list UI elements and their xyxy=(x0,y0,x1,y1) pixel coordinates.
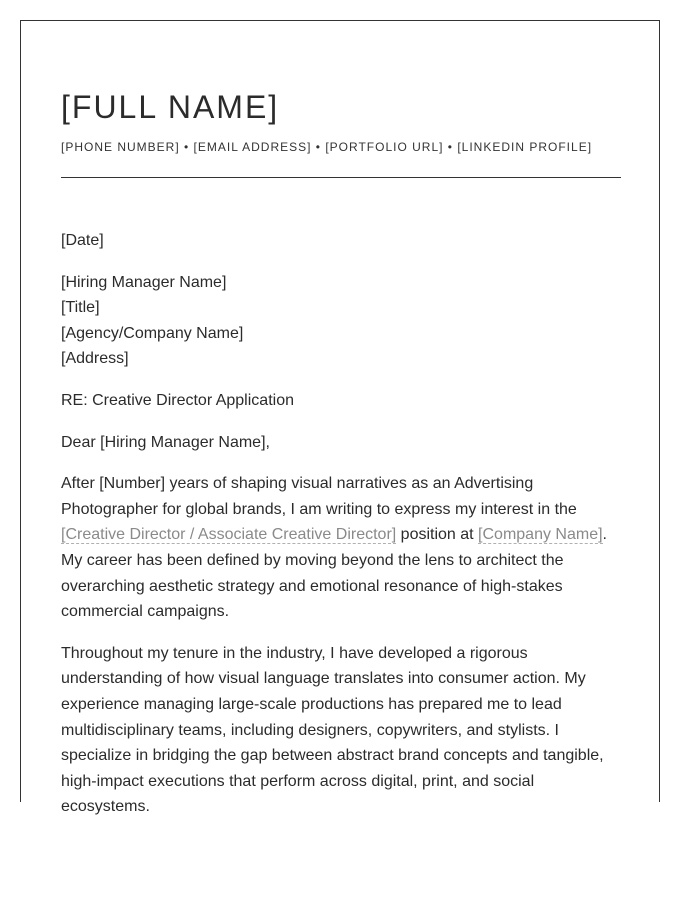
letter-date: [Date] xyxy=(61,232,104,249)
full-name-heading: [FULL NAME] xyxy=(61,89,280,125)
letter-content xyxy=(61,87,621,820)
recipient-address: [Address] xyxy=(61,350,129,368)
letter-page xyxy=(20,20,660,816)
company-placeholder[interactable]: [Company Name] xyxy=(478,526,603,544)
recipient-title: [Title] xyxy=(61,299,100,317)
recipient-block xyxy=(61,270,621,372)
paragraph-intro-text-b: position at xyxy=(396,526,479,544)
position-placeholder[interactable]: [Creative Director / Associate Creative Director] xyxy=(61,526,397,544)
recipient-name: [Hiring Manager Name] xyxy=(61,273,227,291)
header-divider xyxy=(61,177,621,178)
recipient-company: [Agency/Company Name] xyxy=(61,324,244,342)
salutation: Dear [Hiring Manager Name], xyxy=(61,433,270,451)
contact-line: [PHONE NUMBER] • [EMAIL ADDRESS] • [PORTFOLIO URL] • [LINKEDIN PROFILE] xyxy=(61,140,593,154)
paragraph-intro-text-a: After [Number] years of shaping visual narratives as an Advertising Photographer for global brands, I am writing to express my interest in the xyxy=(61,475,577,518)
re-line: RE: Creative Director Application xyxy=(61,391,294,409)
paragraph-intro xyxy=(61,471,621,625)
paragraph-intro-text-c: . My career has been defined by moving beyond the lens to architect the overarching aesthetic strategy and emotional resonance of high-stakes commercial campaigns. xyxy=(61,526,607,621)
paragraph-experience: Throughout my tenure in the industry, I have developed a rigorous understanding of how visual language translates into consumer action. My experience managing large-scale productions has prepared me to lead multidisciplinary teams, including designers, copywriters, and stylists. I specialize in bridging the gap between abstract brand concepts and tangible, high-impact executions that perform across digital, print, and social ecosystems. xyxy=(61,644,604,816)
